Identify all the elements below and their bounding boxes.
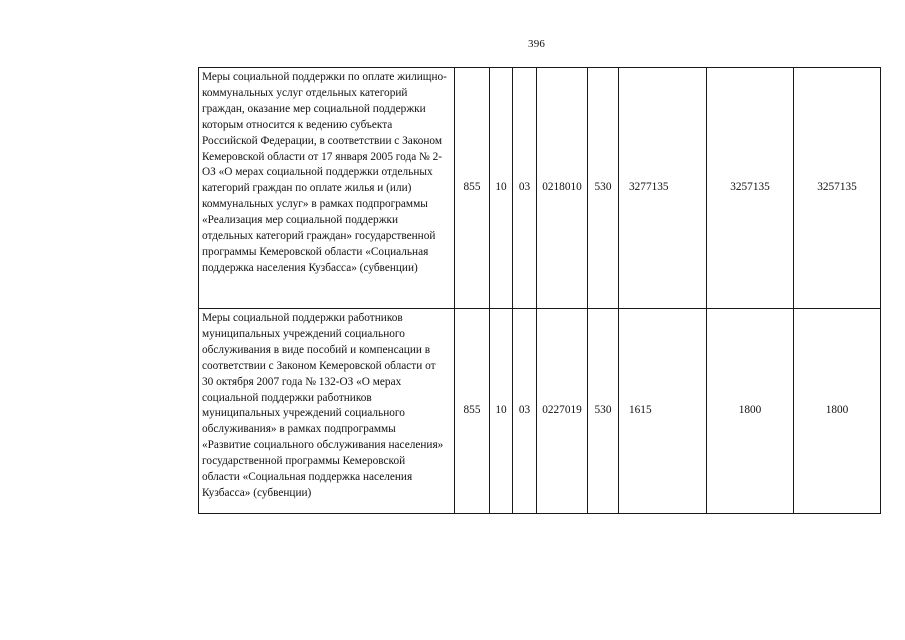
row-description: Меры социальной поддержки работников муниципальных учреждений социального обслуживания в виде пособий и компенсации в соответствии с Законом Кемеровской области от 30 октября 2007 года № 132-ОЗ «О мерах социальной поддержки работников муниципальных учреждений социального обслуживания» в рамках подпрограммы «Развитие социального обслуживания населения» государственной программы Кемеровской области «Социальная поддержка населения Кузбасса» (субвенции) (199, 309, 455, 514)
table-row (199, 68, 881, 309)
target-article-code: 0218010 (537, 68, 588, 309)
section-code: 10 (490, 68, 513, 309)
ministry-code: 855 (455, 309, 490, 514)
expense-type-code: 530 (588, 309, 619, 514)
amount-year-1: 1615 (619, 309, 707, 514)
budget-table (198, 67, 881, 514)
section-code: 10 (490, 309, 513, 514)
page-number: 396 (528, 38, 546, 50)
expense-type-code: 530 (588, 68, 619, 309)
amount-year-3: 1800 (794, 309, 881, 514)
table-row (199, 309, 881, 514)
amount-year-2: 1800 (707, 309, 794, 514)
subsection-code: 03 (513, 68, 537, 309)
ministry-code: 855 (455, 68, 490, 309)
amount-year-3: 3257135 (794, 68, 881, 309)
row-description: Меры социальной поддержки по оплате жилищно- коммунальных услуг отдельных категорий граждан, оказание мер социальной поддержки которым относится к ведению субъекта Российской Федерации, в соответствии с Законом Кемеровской области от 17 января 2005 года № 2- ОЗ «О мерах социальной поддержки отдельных категорий граждан по оплате жилья и (или) коммунальных услуг» в рамках подпрограммы «Реализация мер социальной поддержки отдельных категорий граждан» государственной программы Кемеровской области «Социальная поддержка населения Кузбасса» (субвенции) (199, 68, 455, 309)
amount-year-2: 3257135 (707, 68, 794, 309)
amount-year-1: 3277135 (619, 68, 707, 309)
target-article-code: 0227019 (537, 309, 588, 514)
subsection-code: 03 (513, 309, 537, 514)
